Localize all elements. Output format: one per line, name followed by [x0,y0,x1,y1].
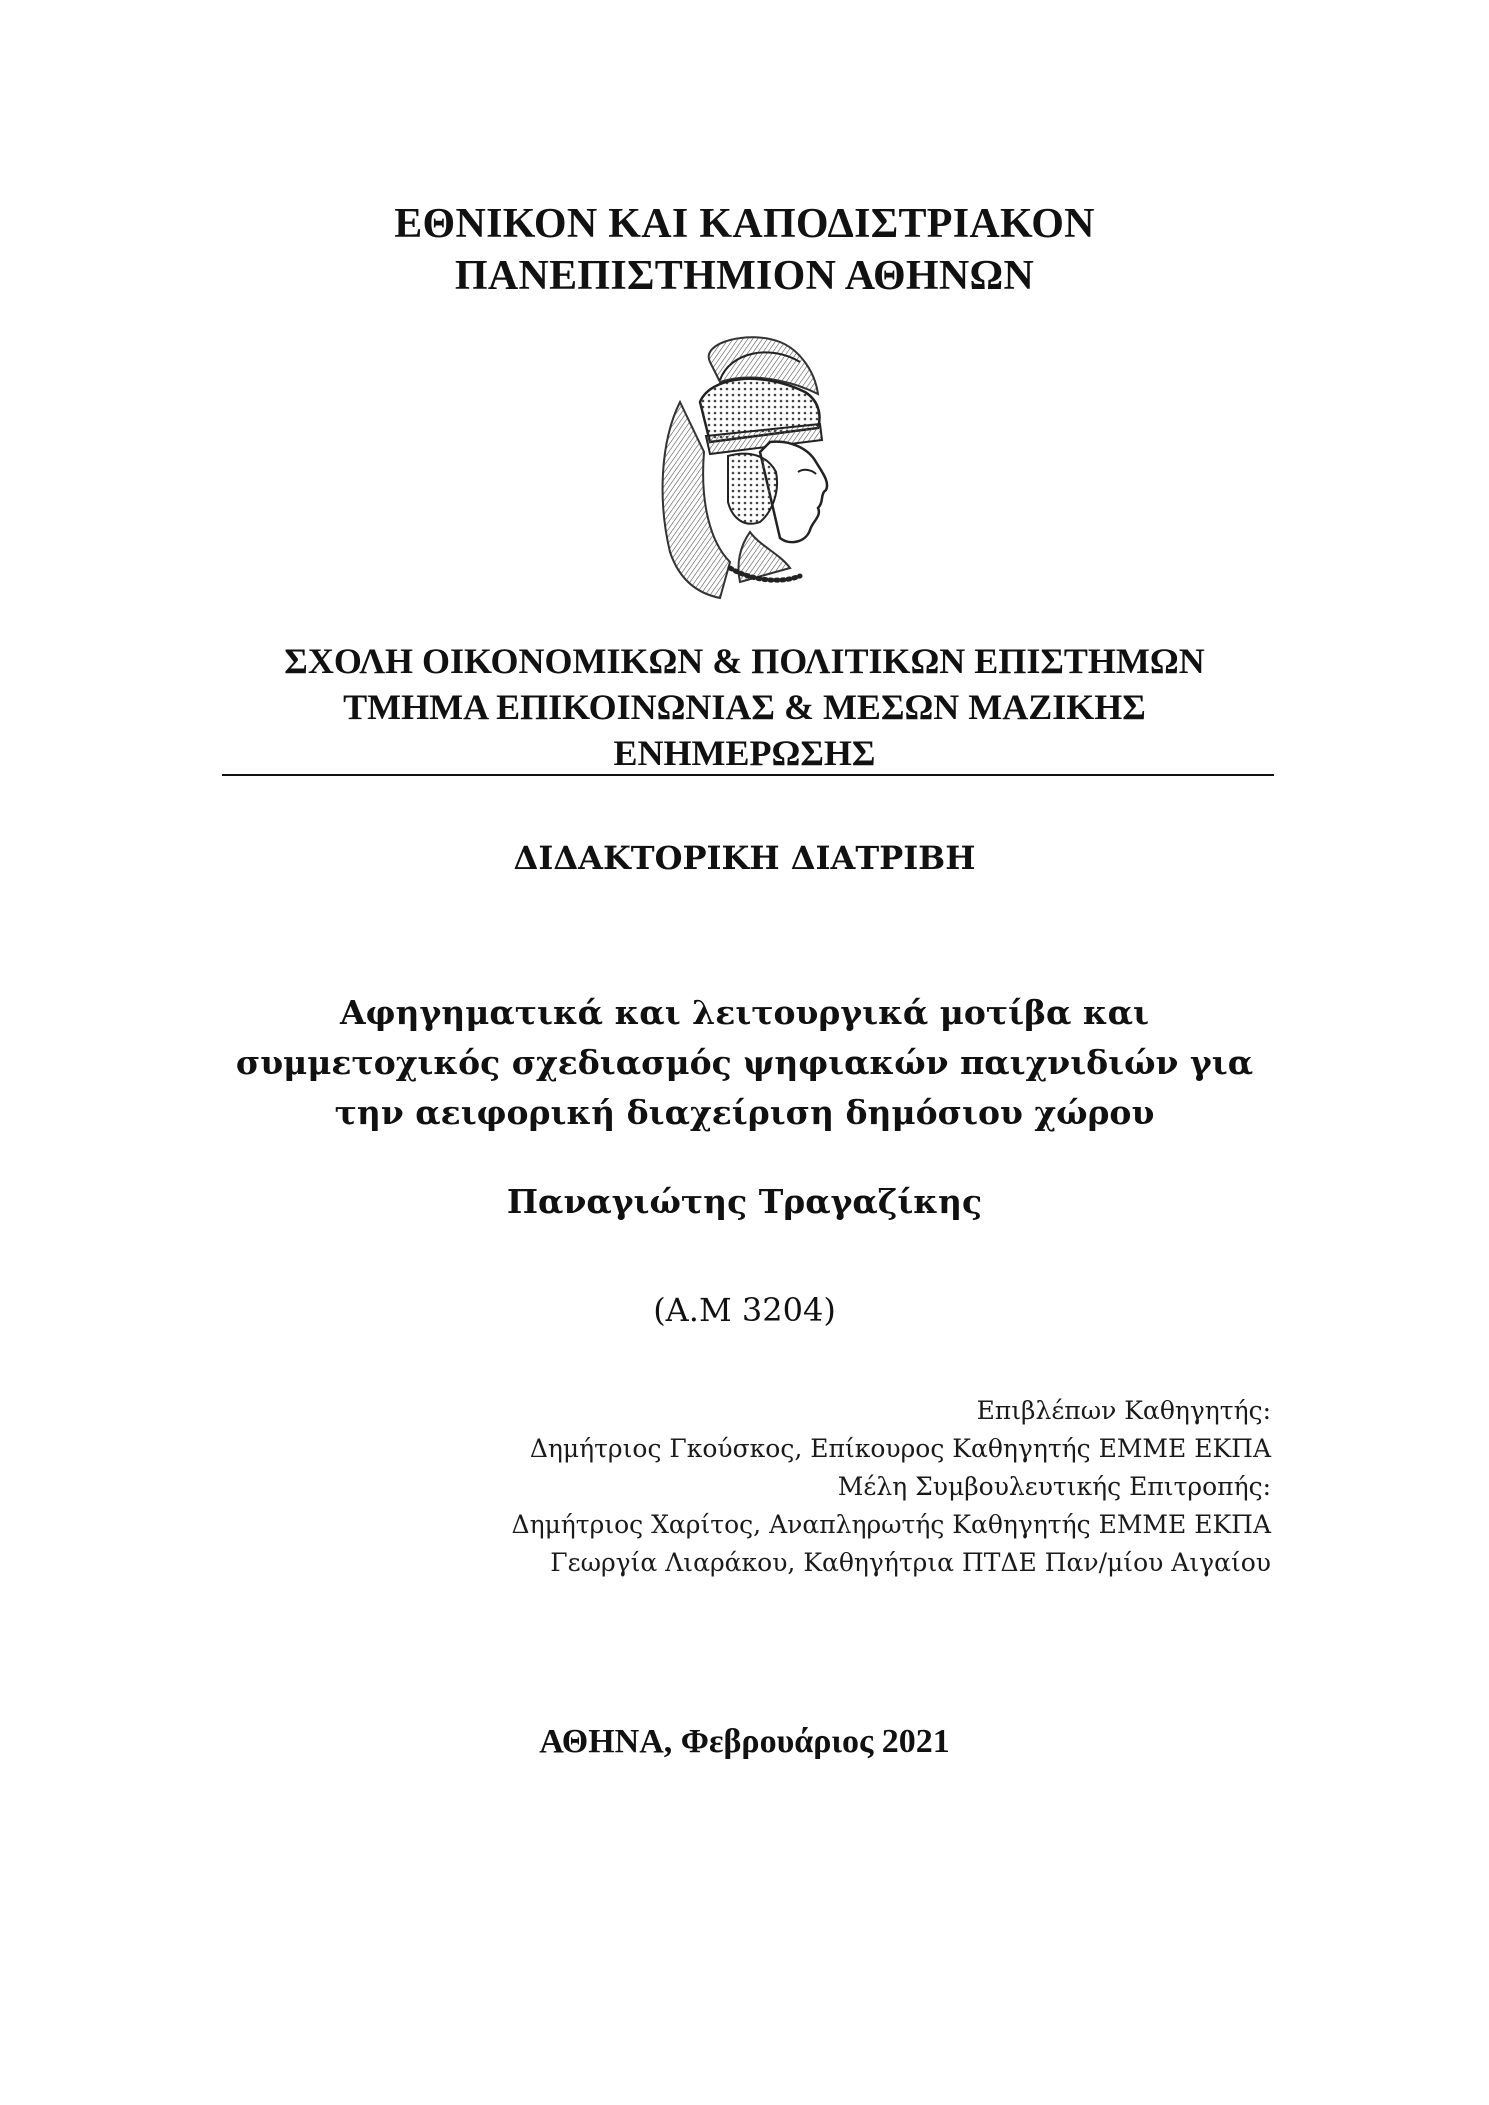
author-name: Παναγιώτης Τραγαζίκης [506,1182,983,1221]
school-name: ΣΧΟΛΗ ΟΙΚΟΝΟΜΙΚΩΝ & ΠΟΛΙΤΙΚΩΝ ΕΠΙΣΤΗΜΩΝ [284,641,1205,681]
thesis-title-line-2: συμμετοχικός σχεδιασμός ψηφιακών παιχνιδιών για [235,1043,1254,1082]
university-name-line-1: ΕΘΝΙΚΟΝ ΚΑΙ ΚΑΠΟΔΙΣΤΡΙΑΚΟΝ [394,201,1095,247]
committee-members-heading: Μέλη Συμβουλευτικής Επιτροπής: [837,1472,1271,1501]
committee-member-1: Δημήτριος Χαρίτος, Αναπληρωτής Καθηγητής ΕΜΜΕ ΕΚΠΑ [511,1510,1271,1539]
supervisor-heading: Επιβλέπων Καθηγητής: [976,1396,1271,1425]
thesis-title-line-3: την αειφορική διαχείριση δημόσιου χώρου [334,1093,1155,1132]
committee-block [512,1392,1271,1582]
university-name [0,198,1489,302]
thesis-type: ΔΙΔΑΚΤΟΡΙΚΗ ΔΙΑΤΡΙΒΗ [513,839,976,877]
thesis-title [0,988,1489,1138]
registration-number: (Α.Μ 3204) [653,1291,836,1329]
school-department-heading [0,638,1489,776]
athena-helmet-emblem-icon [640,332,850,602]
department-name-line-2: ΕΝΗΜΕΡΩΣΗΣ [613,733,876,773]
heading-divider [222,774,1274,776]
thesis-title-line-1: Αφηγηματικά και λειτουργικά μοτίβα και [340,993,1149,1032]
university-name-line-2: ΠΑΝΕΠΙΣΤΗΜΙΟΝ ΑΘΗΝΩΝ [454,253,1035,299]
committee-member-2: Γεωργία Λιαράκου, Καθηγήτρια ΠΤΔΕ Παν/μίου Αιγαίου [550,1548,1271,1577]
department-name-line-1: ΤΜΗΜΑ ΕΠΙΚΟΙΝΩΝΙΑΣ & ΜΕΣΩΝ ΜΑΖΙΚΗΣ [343,687,1146,727]
supervisor-name: Δημήτριος Γκούσκος, Επίκουρος Καθηγητής ΕΜΜΕ ΕΚΠΑ [529,1434,1271,1463]
place-and-date: ΑΘΗΝΑ, Φεβρουάριος 2021 [539,1723,950,1760]
